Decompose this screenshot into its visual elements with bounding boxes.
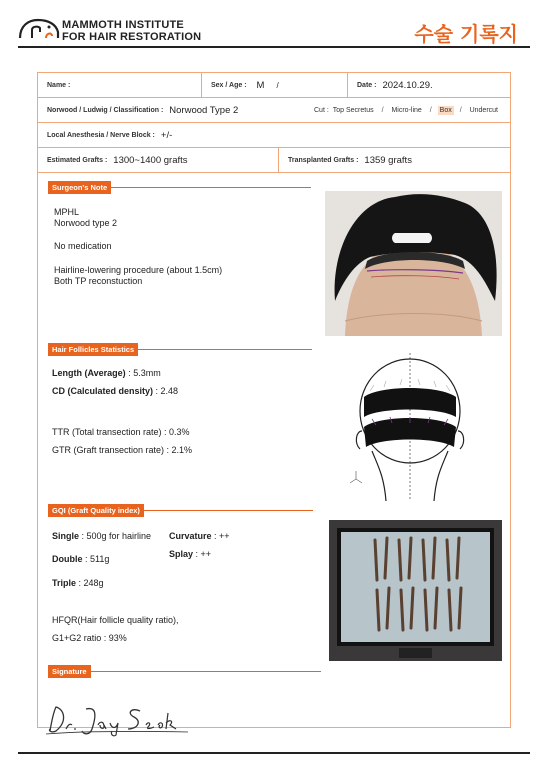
cd-label: CD (Calculated density) (52, 386, 154, 396)
estimated-grafts-cell (38, 148, 278, 172)
single-value: : 500g for hairline (79, 531, 152, 541)
single-stat (52, 531, 151, 541)
anesthesia-label: Local Anesthesia / Nerve Block : (47, 131, 155, 139)
gtr-value: : 2.1% (164, 445, 193, 455)
anesthesia-value: +/- (160, 129, 173, 141)
section-underline (138, 349, 312, 350)
transplanted-grafts-label: Transplanted Grafts : (288, 156, 359, 164)
section-underline (144, 510, 313, 511)
logo-text (62, 19, 201, 43)
ttr-value: : 0.3% (161, 427, 190, 437)
splay-stat (169, 549, 211, 559)
surgery-record-form (37, 72, 511, 728)
estimated-grafts-label: Estimated Grafts : (47, 156, 108, 164)
curvature-value: : ++ (211, 531, 230, 541)
cut-options (314, 107, 500, 114)
header-divider (18, 46, 530, 48)
section-underline (91, 671, 321, 672)
sex-value: M (256, 79, 265, 91)
estimated-grafts-value: 1300~1400 grafts (113, 154, 188, 166)
section-underline (111, 187, 311, 188)
curvature-stat (169, 531, 230, 541)
double-value: : 511g (82, 554, 110, 564)
double-label: Double (52, 554, 83, 564)
cut-separator: / (381, 106, 384, 114)
single-label: Single (52, 531, 80, 541)
head-donor-diagram (350, 351, 476, 506)
note-line-3: No medication (54, 241, 112, 251)
gtr-label: GTR (Graft transection rate) (52, 445, 165, 455)
gtr-stat (52, 445, 192, 455)
cut-option-top-secretus: Top Secretus (332, 106, 374, 114)
splay-label: Splay (169, 549, 194, 559)
note-line-2: Norwood type 2 (54, 218, 118, 228)
sex-age-cell (201, 73, 347, 97)
ratio-value: : 93% (101, 633, 127, 643)
follicle-stats-heading (48, 343, 312, 355)
length-label: Length (Average) (52, 368, 126, 378)
triple-stat (52, 578, 104, 588)
page-header (18, 16, 530, 46)
gqi-title: GQI (Graft Quality index) (48, 504, 144, 517)
anesthesia-cell (38, 123, 510, 147)
cut-option-box: Box (439, 106, 452, 114)
cd-value: : 2.48 (153, 386, 179, 396)
form-row-grafts (38, 148, 510, 173)
cut-separator: / (429, 106, 432, 114)
classification-value: Norwood Type 2 (169, 104, 239, 116)
logo-line-1: MAMMOTH INSTITUTE (62, 19, 184, 31)
patient-photo-image (325, 191, 502, 336)
cd-stat (52, 386, 178, 396)
date-value: 2024.10.29. (382, 79, 433, 91)
page-title: 수술 기록지 (414, 22, 518, 46)
logo-line-2: FOR HAIR RESTORATION (62, 31, 202, 43)
surgeons-note-title: Surgeon's Note (48, 181, 111, 194)
ratio-label: G1+G2 ratio (52, 633, 102, 643)
cut-label: Cut : (314, 106, 329, 114)
date-cell (347, 73, 510, 97)
mammoth-logo-icon (18, 18, 60, 40)
triple-value: : 248g (76, 578, 104, 588)
gqi-heading (48, 504, 313, 516)
form-row-anesthesia (38, 123, 510, 148)
cut-option-undercut: Undercut (469, 106, 498, 114)
cut-cell (306, 98, 510, 122)
microscope-photo-image (329, 520, 502, 661)
patient-hairline-photo (325, 191, 502, 336)
signature-heading (48, 665, 321, 677)
sex-age-label: Sex / Age : (211, 81, 247, 89)
form-row-identity (38, 73, 510, 98)
form-row-classification (38, 98, 510, 123)
ttr-label: TTR (Total transection rate) (52, 427, 162, 437)
signature-title: Signature (48, 665, 91, 678)
length-value: : 5.3mm (125, 368, 161, 378)
note-line-1: MPHL (54, 207, 80, 217)
triple-label: Triple (52, 578, 77, 588)
double-stat (52, 554, 109, 564)
transplanted-grafts-cell (278, 148, 510, 172)
date-label: Date : (357, 81, 377, 89)
cut-separator: / (459, 106, 462, 114)
ttr-stat (52, 427, 190, 437)
length-stat (52, 368, 161, 378)
name-cell (38, 73, 201, 97)
follicle-stats-title: Hair Follicles Statistics (48, 343, 138, 356)
note-line-5: Both TP reconstuction (54, 276, 143, 286)
doctor-signature (42, 701, 192, 737)
surgeons-note-heading (48, 181, 311, 193)
transplanted-grafts-value: 1359 grafts (364, 154, 412, 166)
age-separator: / (276, 80, 279, 90)
classification-cell (38, 98, 338, 122)
ratio-stat (52, 633, 127, 643)
hfqr-label: HFQR(Hair follicle quality ratio), (52, 615, 179, 625)
classification-label: Norwood / Ludwig / Classification : (47, 106, 164, 114)
name-label: Name : (47, 81, 71, 89)
footer-divider (18, 752, 530, 754)
splay-value: : ++ (193, 549, 212, 559)
note-line-4: Hairline-lowering procedure (about 1.5cm) (54, 265, 223, 275)
cut-option-micro-line: Micro-line (391, 106, 422, 114)
curvature-label: Curvature (169, 531, 212, 541)
follicle-microscope-photo (329, 520, 502, 661)
